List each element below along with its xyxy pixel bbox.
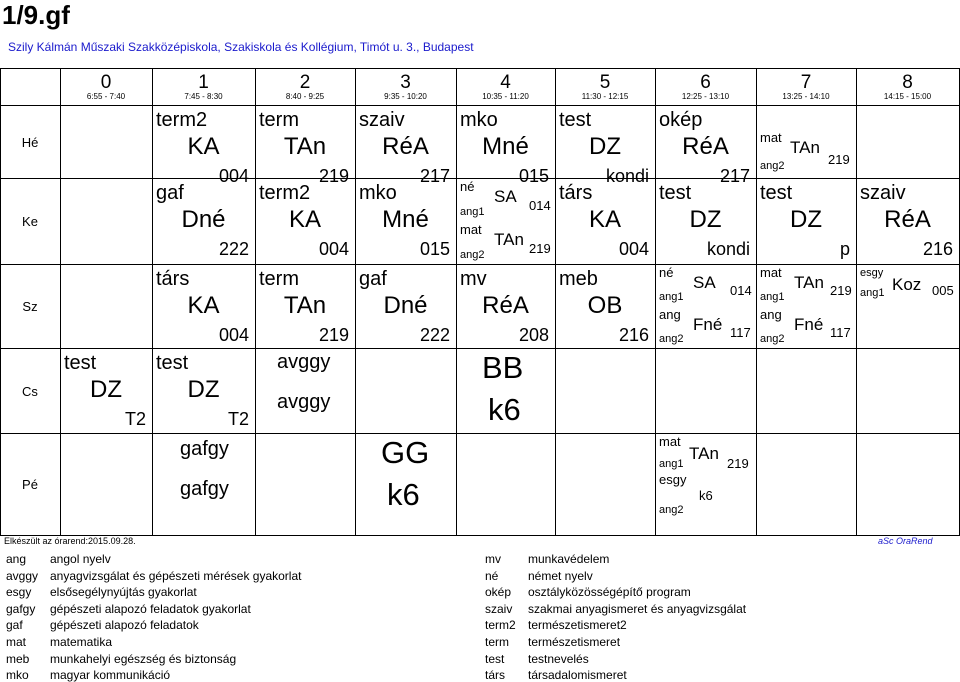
lesson-subject: gaf	[156, 182, 184, 204]
lesson-room: 217	[719, 166, 750, 186]
lesson-teacher: RéA	[884, 206, 931, 233]
lesson-room: 208	[518, 325, 549, 345]
lesson-teacher: TAn	[790, 138, 820, 157]
lesson-group: ang1	[760, 291, 785, 303]
lesson-subject: BB	[482, 350, 524, 385]
column-divider	[60, 68, 61, 536]
lesson-room: T2	[124, 409, 146, 429]
lesson-room: 014	[529, 198, 551, 213]
lesson-teacher: RéA	[382, 133, 429, 160]
software-brand: aSc OraRend	[878, 536, 933, 546]
legend-abbreviation: okép	[485, 585, 512, 600]
period-time: 6:55 - 7:40	[86, 92, 126, 101]
lesson-room: k6	[488, 392, 521, 427]
legend-abbreviation: gaf	[6, 618, 23, 633]
timetable-title: 1/9.gf	[2, 0, 70, 30]
lesson-teacher: Mné	[382, 206, 429, 233]
lesson-group: ang2	[659, 504, 684, 516]
lesson-teacher: TAn	[689, 444, 719, 463]
row-divider	[0, 105, 960, 106]
lesson-room: 117	[730, 325, 751, 340]
lesson-room: 217	[419, 166, 450, 186]
legend-abbreviation: mko	[6, 668, 29, 682]
lesson-subject: ang	[659, 307, 681, 322]
lesson-subject: esgy	[659, 472, 687, 487]
lesson-group: ang1	[460, 206, 485, 218]
lesson-teacher: DZ	[589, 133, 621, 160]
lesson-teacher: SA	[693, 273, 716, 292]
legend-description: természetismeret	[528, 635, 621, 649]
lesson-subject: term	[259, 268, 299, 290]
lesson-teacher: Fné	[794, 315, 824, 334]
legend-abbreviation: mat	[6, 635, 27, 649]
lesson-subject: term2	[259, 182, 311, 204]
period-number: 1	[198, 72, 209, 93]
lesson-teacher: k6	[699, 488, 713, 503]
lesson-subject: term2	[156, 109, 208, 131]
period-number: 5	[599, 72, 611, 93]
lesson-group: ang2	[659, 333, 684, 345]
lesson-room: 004	[318, 239, 349, 259]
legend-abbreviation: term	[485, 635, 509, 649]
lesson-subject: GG	[381, 435, 430, 470]
lesson-teacher: SA	[494, 187, 517, 206]
period-time: 7:45 - 8:30	[184, 92, 223, 101]
lesson-subject: szaiv	[359, 109, 405, 131]
lesson-room: 219	[828, 152, 850, 167]
lesson-room: 117	[830, 325, 851, 340]
legend-abbreviation: term2	[485, 618, 516, 633]
lesson-room: T2	[227, 409, 249, 429]
lesson-room: 222	[419, 325, 450, 345]
lesson-room: 219	[529, 241, 551, 256]
lesson-subject: né	[659, 265, 674, 280]
lesson-room: 004	[218, 166, 249, 186]
legend-description: elsősegélynyújtás gyakorlat	[50, 585, 197, 600]
lesson-room: 222	[218, 239, 249, 259]
lesson-room: 219	[318, 166, 349, 186]
legend-description: gépészeti alapozó feladatok	[50, 618, 199, 633]
lesson-teacher: DZ	[90, 376, 122, 403]
lesson-room: 015	[419, 239, 450, 259]
lesson-subject: test	[760, 182, 793, 204]
period-number: 2	[299, 72, 311, 93]
lesson-subject: né	[460, 179, 475, 194]
day-label: Cs	[22, 383, 38, 399]
period-time: 11:30 - 12:15	[581, 92, 629, 101]
legend-description: angol nyelv	[50, 552, 111, 566]
legend-abbreviation: test	[485, 651, 505, 666]
lesson-teacher: Koz	[892, 275, 922, 294]
timetable-grid	[0, 68, 960, 536]
lesson-room: kondi	[706, 239, 750, 259]
day-label: Hé	[21, 134, 39, 150]
lesson-subject: társ	[559, 182, 593, 204]
period-number: 4	[500, 72, 511, 93]
column-divider	[856, 68, 857, 536]
legend-description: gépészeti alapozó feladatok gyakorlat	[50, 601, 251, 616]
lesson-subject: mv	[460, 268, 487, 290]
lesson-room: 219	[727, 456, 749, 471]
lesson-subject: mat	[659, 434, 681, 449]
lesson-room: p	[839, 239, 850, 259]
lesson-teacher: Fné	[693, 315, 723, 334]
row-divider	[0, 535, 960, 536]
period-number: 3	[400, 72, 411, 93]
lesson-teacher: DZ	[790, 206, 822, 233]
lesson-subject: avggy	[277, 391, 331, 413]
lesson-subject: mat	[460, 222, 482, 237]
day-label: Pé	[22, 477, 38, 492]
lesson-teacher: DZ	[689, 206, 722, 233]
period-number: 0	[100, 72, 112, 93]
legend-description: természetismeret2	[528, 618, 627, 633]
period-time: 12:25 - 13:10	[681, 92, 730, 101]
lesson-room: 015	[518, 166, 549, 186]
row-divider	[0, 68, 960, 69]
lesson-subject: ang	[760, 307, 782, 322]
period-time: 13:25 - 14:10	[782, 92, 830, 101]
generated-date: Elkészült az órarend:2015.09.28.	[4, 536, 136, 546]
period-time: 9:35 - 10:20	[384, 92, 427, 101]
lesson-group: ang1	[860, 287, 885, 299]
lesson-teacher: KA	[588, 206, 621, 233]
legend-abbreviation: társ	[485, 668, 506, 682]
legend-description: magyar kommunikáció	[50, 668, 171, 682]
legend-description: munkahelyi egészség és biztonság	[50, 651, 237, 666]
lesson-subject: test	[64, 352, 97, 374]
lesson-teacher: DZ	[187, 376, 220, 403]
lesson-subject: test	[156, 352, 189, 374]
lesson-teacher: Dné	[181, 206, 226, 233]
legend-abbreviation: avggy	[6, 568, 39, 583]
row-divider	[0, 433, 960, 434]
lesson-room: 014	[730, 283, 752, 298]
period-number: 6	[700, 72, 711, 93]
lesson-room: 216	[618, 325, 649, 345]
lesson-teacher: Dné	[383, 292, 428, 319]
period-time: 14:15 - 15:00	[883, 92, 932, 101]
lesson-room: 216	[922, 239, 953, 259]
legend-abbreviation: né	[485, 568, 499, 583]
lesson-subject: avggy	[277, 351, 331, 373]
lesson-teacher: Mné	[482, 133, 529, 160]
lesson-subject: gafgy	[180, 478, 229, 500]
legend-description: német nyelv	[528, 568, 593, 583]
legend-abbreviation: meb	[6, 651, 30, 666]
row-divider	[0, 264, 960, 265]
legend-description: testnevelés	[528, 651, 589, 666]
lesson-room: 004	[618, 239, 649, 259]
period-number: 8	[902, 72, 913, 93]
legend-description: matematika	[50, 635, 113, 649]
lesson-room: 005	[932, 283, 954, 298]
lesson-group: ang1	[659, 458, 684, 470]
legend-abbreviation: gafgy	[6, 601, 36, 616]
lesson-teacher: OB	[587, 292, 623, 319]
lesson-subject: mat	[760, 130, 782, 145]
row-divider	[0, 348, 960, 349]
lesson-subject: mko	[359, 182, 397, 204]
legend-description: szakmai anyagismeret és anyagvizsgálat	[528, 601, 747, 616]
lesson-room: k6	[387, 477, 420, 512]
legend-abbreviation: szaiv	[485, 601, 513, 616]
lesson-subject: mko	[460, 109, 498, 131]
lesson-teacher: KA	[288, 206, 321, 233]
lesson-subject: okép	[659, 109, 703, 131]
lesson-group: ang1	[659, 291, 684, 303]
legend-description: munkavédelem	[528, 552, 610, 566]
lesson-subject: szaiv	[860, 182, 906, 204]
column-divider	[756, 68, 757, 536]
legend-description: osztályközösségépítő program	[528, 585, 691, 600]
lesson-teacher: RéA	[482, 292, 529, 319]
lesson-room: 219	[830, 283, 852, 298]
legend-abbreviation: ang	[6, 552, 27, 566]
lesson-subject: társ	[156, 268, 190, 290]
legend-abbreviation: esgy	[6, 585, 32, 600]
lesson-teacher: KA	[187, 133, 220, 160]
lesson-teacher: TAn	[283, 133, 327, 160]
lesson-teacher: TAn	[494, 230, 524, 249]
lesson-subject: term	[259, 109, 299, 131]
legend-description: anyagvizsgálat és gépészeti mérések gyakorlat	[50, 568, 302, 583]
lesson-teacher: TAn	[794, 273, 824, 292]
lesson-teacher: TAn	[283, 292, 327, 319]
lesson-subject: esgy	[860, 267, 884, 279]
period-time: 10:35 - 11:20	[482, 92, 529, 101]
school-name: Szily Kálmán Műszaki Szakközépiskola, Szakiskola és Kollégium, Timót u. 3., Budapest	[8, 40, 474, 54]
day-label: Ke	[22, 214, 38, 229]
lesson-group: ang2	[460, 249, 485, 261]
period-time: 8:40 - 9:25	[285, 92, 325, 101]
lesson-group: ang2	[760, 333, 785, 345]
lesson-subject: test	[659, 182, 692, 204]
legend-description: társadalomismeret	[528, 668, 627, 682]
legend-abbreviation: mv	[485, 552, 501, 566]
lesson-subject: gafgy	[180, 438, 229, 460]
lesson-group: ang2	[760, 160, 785, 172]
lesson-subject: meb	[559, 268, 598, 290]
lesson-teacher: KA	[187, 292, 220, 319]
day-label: Sz	[22, 299, 38, 314]
lesson-room: 004	[218, 325, 249, 345]
lesson-subject: test	[559, 109, 592, 131]
period-number: 7	[800, 72, 812, 93]
lesson-subject: gaf	[359, 268, 387, 290]
lesson-room: kondi	[605, 166, 649, 186]
lesson-teacher: RéA	[682, 133, 729, 160]
lesson-room: 219	[318, 325, 349, 345]
lesson-subject: mat	[760, 265, 782, 280]
